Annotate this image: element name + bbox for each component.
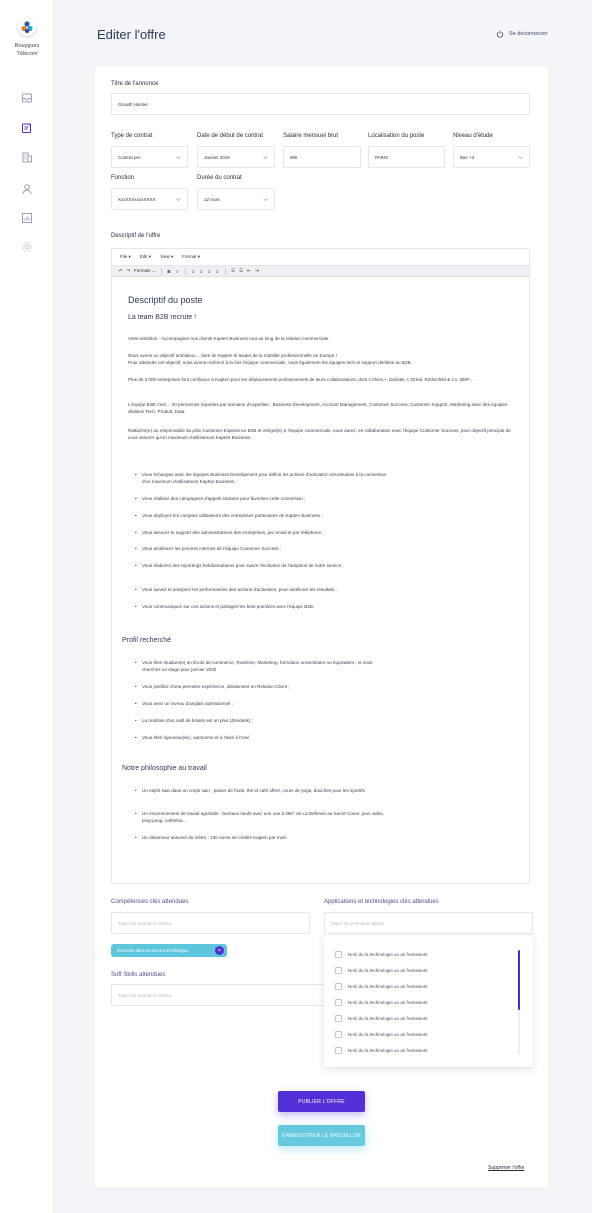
chevron-down-icon	[176, 156, 181, 159]
gear-icon	[21, 241, 33, 253]
duration-label: Durée du contrat	[197, 175, 242, 181]
content-paragraph: Plus de 3 000 entreprises font confiance à Kapten pour les déplacements professionnels de leurs collaborateurs, dont CANAL+, Deloitte, L'Oréal, Rothschild & Co, BNP…	[128, 377, 474, 382]
key-skills-label: Compétences clés attendues	[111, 899, 189, 905]
checkbox[interactable]	[335, 999, 342, 1006]
content-paragraph: Rattaché(e) au responsable du pôle Customer Experience B2B et intégré(e) à l'équipe commerciale, vous aurez, en collaboration avec l'équipe Customer Success, pour objectif principal de vous assurer qu'un maximum d'utilisateurs Kapten Business :	[128, 428, 511, 440]
checkbox[interactable]	[335, 1015, 342, 1022]
save-draft-button[interactable]: ENREGISTRER LE BROUILLON	[278, 1125, 365, 1146]
editor-toolbar	[112, 266, 529, 277]
outdent-icon[interactable]: ⇤	[247, 268, 251, 273]
apps-input[interactable]	[324, 912, 533, 934]
content-paragraph: Votre ambition : Accompagner nos clients Kapten Business tout au long de la relation commerciale.	[128, 336, 330, 341]
brand-line-2: Télécom	[16, 51, 38, 57]
undo-icon[interactable]: ↶	[118, 268, 123, 273]
formats-dropdown[interactable]: Formats ⌄	[134, 268, 156, 273]
chevron-down-icon	[263, 156, 268, 159]
title-value: Growth Hacker	[118, 101, 149, 107]
list-item: • Vous êtes rigoureux(se), autonome et à l'aise à l'oral.	[142, 735, 392, 742]
editor-menubar	[112, 249, 529, 266]
bullet-list-icon[interactable]: ☰	[231, 268, 236, 273]
content-heading-3: Profil recherché	[122, 637, 172, 644]
education-value: Bac +3	[460, 154, 475, 160]
list-item: • La maîtrise d'un outil de tickets est un plus (Zendesk) ;	[142, 718, 392, 725]
education-select[interactable]	[453, 146, 530, 168]
skill-tag-label: Intervenir dans un service d'esthétique	[117, 948, 189, 953]
salary-value: 900	[290, 154, 298, 160]
sidebar-item-inbox[interactable]	[21, 91, 33, 103]
checkbox[interactable]	[335, 1031, 342, 1038]
chevron-down-icon	[176, 198, 181, 201]
location-value: PARIS	[375, 154, 389, 160]
soft-skills-placeholder: Taper les premières lettres	[118, 992, 172, 998]
delete-offer-link[interactable]: Supprimer l'offre	[488, 1165, 525, 1171]
list-item: • Un environnement de travail agréable : bureaux neufs avec une vue à 360° de La Défense au Sacré-Coeur, jeux vidéo, ping-pong, cafétéria…	[142, 811, 392, 824]
toolbar-separator	[225, 268, 226, 275]
user-icon	[21, 183, 33, 195]
list-item: • Vous améliorez les process internes de l'équipe Customer Success ;	[142, 546, 392, 553]
education-label: Niveau d'étude	[453, 133, 493, 139]
contract-type-value: Contrat pro	[118, 154, 141, 160]
key-skills-input[interactable]	[111, 912, 310, 934]
inbox-icon	[21, 92, 33, 104]
list-item: • Vous assurez le support des administrateurs des entreprises, par email et par téléphone ;	[142, 530, 392, 537]
logout-label: Se déconnecter	[509, 31, 548, 37]
description-label: Descriptif de l'offre	[111, 233, 161, 239]
checkbox[interactable]	[335, 983, 342, 990]
chart-icon	[21, 212, 33, 224]
list-item: • Un désamour assumé du métro : 100 euros de crédits Kapten par mois	[142, 835, 392, 842]
rich-text-editor[interactable]	[111, 248, 530, 884]
content-paragraph: L'équipe B2B c'est… 40 personnes réparties par domaine d'expertise : Business Development, Account Management, Customer Success, Customer Support, Marketing avec des équipes dédiées Tech, Produit, Data.	[128, 402, 508, 414]
brand-name	[0, 42, 54, 58]
menu-view[interactable]: View ▾	[160, 254, 174, 259]
apps-placeholder: Taper les premières lettres	[331, 920, 385, 926]
apps-option[interactable]: Nom de la technologie ou du framework	[335, 1046, 428, 1054]
offer-form-card	[95, 66, 548, 1188]
sidebar-item-offers[interactable]	[21, 121, 33, 133]
content-heading-3: Notre philosophie au travail	[122, 765, 207, 772]
indent-icon[interactable]: ⇥	[255, 268, 259, 273]
function-select[interactable]	[111, 188, 188, 210]
building-icon	[21, 151, 33, 163]
title-label: Titre de l'annonce	[111, 81, 159, 87]
apps-option[interactable]: Nom de la technologie ou du framework	[335, 998, 428, 1006]
sidebar-item-stats[interactable]	[21, 211, 33, 223]
title-input[interactable]	[111, 93, 530, 115]
list-item: • Vous avez un niveau d'anglais opérationnel ;	[142, 701, 392, 708]
start-date-label: Date de début de contrat	[197, 133, 264, 139]
duration-select[interactable]	[197, 188, 275, 210]
location-label: Localisation du poste	[368, 133, 425, 139]
logout-button[interactable]	[496, 30, 548, 38]
content-paragraph: Nous avons un objectif ambitieux… faire de Kapten le leader de la mobilité professionnelle en Europe !	[128, 353, 337, 358]
toolbar-separator	[185, 268, 186, 275]
content-heading-1: Descriptif du poste	[128, 295, 203, 305]
align-justify-icon[interactable]: ≡	[215, 268, 219, 274]
checkbox[interactable]	[335, 951, 342, 958]
edit-document-icon	[21, 122, 33, 134]
dropdown-scrollbar[interactable]	[518, 950, 520, 1010]
checkbox[interactable]	[335, 967, 342, 974]
align-center-icon[interactable]: ≡	[199, 268, 203, 274]
page-title: Editer l'offre	[97, 27, 166, 42]
bouygues-logo-icon	[18, 18, 36, 36]
list-item: • Vous échangez avec les équipes Business Development pour définir les actions d'activation nécessaires à la conversion d'un maximum d'utilisateurs Kapten Business ;	[142, 472, 392, 485]
duration-value: 12 mois	[204, 196, 220, 202]
menu-format[interactable]: Format ▾	[182, 254, 201, 259]
list-item: • Vous élaborez des reportings hebdomadaires pour suivre l'évolution de l'adoption de notre service ;	[142, 563, 392, 570]
soft-skills-input[interactable]	[111, 984, 325, 1006]
apps-option[interactable]: Nom de la technologie ou du framework	[335, 1014, 428, 1022]
content-heading-2: La team B2B recrute !	[128, 314, 197, 321]
apps-option[interactable]: Nom de la technologie ou du framework	[335, 982, 428, 990]
menu-file[interactable]: File ▾	[120, 254, 131, 259]
brand-logo[interactable]	[18, 18, 36, 36]
location-input[interactable]	[368, 146, 445, 168]
function-value: XxxXXXxxxxXXXX	[118, 196, 156, 202]
list-item: • Vous réalisez des campagnes d'appels sortants pour favoriser cette conversion ;	[142, 496, 392, 503]
key-skills-placeholder: Taper les premières lettres	[118, 920, 172, 926]
list-item: • Vous êtes étudiant(e) en École de commerce, Tourisme, Marketing, formation universitaire ou équivalent ; et vous cherchez un stage pour janvier 2020	[142, 660, 392, 673]
toolbar-separator	[161, 268, 162, 275]
sidebar	[0, 0, 54, 1213]
start-date-value: Janvier 2019	[204, 154, 230, 160]
sidebar-item-settings[interactable]	[21, 240, 33, 252]
list-item: • Un esprit sain dans un corps sain : panier de fruits, thé et café offert, cours de yoga, douches pour les sportifs	[142, 788, 392, 795]
salary-input[interactable]	[283, 146, 361, 168]
power-icon	[496, 30, 504, 38]
menu-edit[interactable]: Edit ▾	[139, 254, 152, 259]
list-item: • Vous justifiez d'une première expérience, idéalement en Relation Client ;	[142, 684, 392, 691]
list-item: • Vous communiquez sur ces actions et partagez les best practices avec l'équipe B2B.	[142, 604, 392, 611]
sidebar-item-company[interactable]	[21, 150, 33, 162]
apps-option[interactable]: Nom de la technologie ou du framework	[335, 966, 428, 974]
apps-label: Applications et technologies clés attendues	[324, 899, 439, 905]
bold-icon[interactable]: B	[167, 268, 171, 274]
salary-label: Salaire mensuel brut	[283, 133, 339, 139]
content-paragraph: Pour atteindre cet objectif, nous avons renforcé à la fois l'équipe commerciale, mais également les équipes tech et support dédiées au B2B.	[128, 360, 412, 365]
contract-type-select[interactable]	[111, 146, 188, 168]
apps-option[interactable]: Nom de la technologie ou du framework	[335, 1030, 428, 1038]
apps-option[interactable]: Nom de la technologie ou du framework	[335, 950, 428, 958]
skill-tag	[111, 944, 227, 957]
sidebar-item-profile[interactable]	[21, 182, 33, 194]
soft-skills-label: Soft Skills attendues	[111, 972, 166, 978]
italic-icon[interactable]: I	[176, 268, 178, 274]
contract-type-label: Type de contrat	[111, 133, 153, 139]
checkbox[interactable]	[335, 1047, 342, 1054]
remove-tag-icon[interactable]: ×	[215, 946, 224, 955]
brand-line-1: Bouygues	[14, 43, 40, 49]
start-date-select[interactable]	[197, 146, 275, 168]
function-label: Fonction	[111, 175, 135, 181]
publish-button[interactable]: PUBLIER L'OFFRE	[278, 1091, 365, 1112]
list-item: • Vous déployez les comptes utilisateurs des entreprises partenaires de Kapten Business ;	[142, 513, 392, 520]
apps-dropdown	[324, 936, 533, 1067]
numbered-list-icon[interactable]: ☰	[239, 268, 244, 273]
chevron-down-icon	[263, 198, 268, 201]
chevron-down-icon	[518, 156, 523, 159]
redo-icon[interactable]: ↷	[126, 268, 131, 273]
align-right-icon[interactable]: ≡	[207, 268, 211, 274]
align-left-icon[interactable]: ≡	[191, 268, 195, 274]
list-item: • Vous suivez et analysez les performances des actions d'activation, pour améliorer les résultats ;	[142, 587, 392, 594]
